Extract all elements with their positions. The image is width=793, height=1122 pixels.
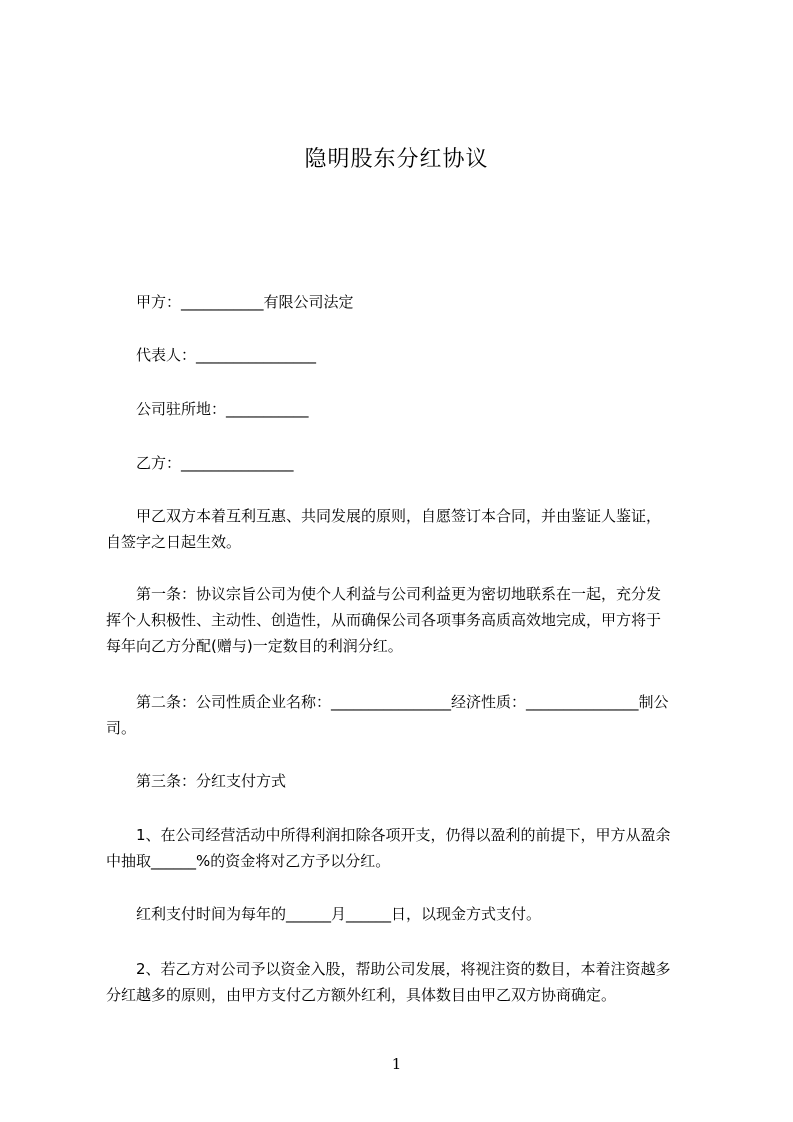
preamble-line-2: 自签字之日起生效。	[106, 533, 242, 551]
article-1-line-3: 每年向乙方分配(赠与)一定数目的利润分红。	[106, 637, 403, 655]
article-1-line-2: 挥个人积极性、主动性、创造性，从而确保公司各项事务高质高效地完成，甲方将于	[106, 611, 662, 629]
article-3-clause-1-line-1: 1、在公司经营活动中所得利润扣除各项开支，仍得以盈利的前提下，甲方从盈余	[136, 826, 671, 844]
article-3-heading: 第三条：分红支付方式	[136, 772, 287, 790]
company-address-line: 公司驻所地：___________	[136, 400, 309, 418]
article-3-clause-2-line-2: 分红越多的原则，由甲方支付乙方额外红利，具体数目由甲乙双方协商确定。	[106, 986, 617, 1004]
article-3-clause-2-line-1: 2、若乙方对公司予以资金入股，帮助公司发展，将视注资的数目，本着注资越多	[136, 960, 671, 978]
dividend-payment-time-line: 红利支付时间为每年的______月______日，以现金方式支付。	[136, 905, 542, 923]
article-3-clause-1-line-2: 中抽取______%的资金将对乙方予以分红。	[106, 852, 391, 870]
party-a-line: 甲方：___________有限公司法定	[136, 293, 354, 311]
article-1-line-1: 第一条：协议宗旨公司为使个人利益与公司利益更为密切地联系在一起，充分发	[136, 585, 662, 603]
article-2-line-2: 司。	[106, 719, 137, 737]
article-2-line-1: 第二条：公司性质企业名称：________________经济性质：_______________制公	[136, 693, 669, 711]
document-title: 隐明股东分红协议	[304, 147, 489, 172]
representative-line: 代表人：________________	[136, 346, 317, 364]
page-number: 1	[391, 1055, 402, 1073]
preamble-line-1: 甲乙双方本着互利互惠、共同发展的原则，自愿签订本合同，并由鉴证人鉴证，	[136, 507, 662, 525]
party-b-line: 乙方：_______________	[136, 454, 294, 472]
